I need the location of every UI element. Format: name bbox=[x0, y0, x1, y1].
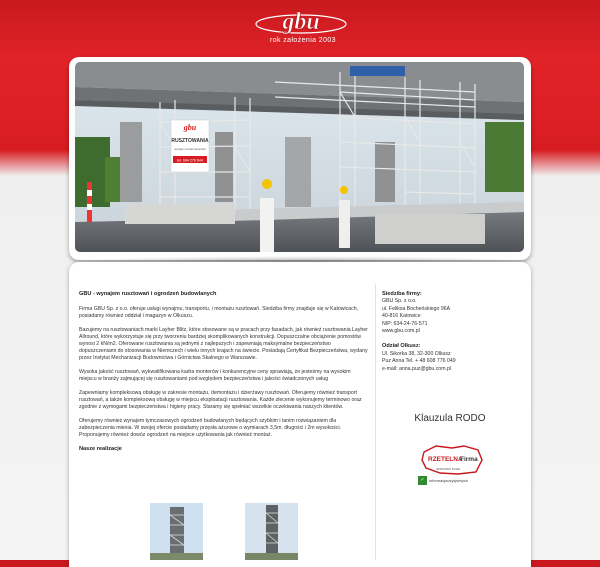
hq-heading: Siedziba firmy: bbox=[382, 291, 422, 297]
sign-phone: tel. 694 276 644 bbox=[177, 158, 203, 163]
badge-sub: SPRAWDŹ DANE bbox=[436, 467, 461, 471]
hq-block bbox=[382, 291, 522, 335]
hq-line: GBU Sp. z o.o. bbox=[382, 298, 417, 305]
tagline: rok założenia 2003 bbox=[270, 37, 336, 44]
fencing-paragraph: Oferujemy również wynajem tymczasowych ogrodzeń budowlanych będących szybkim i tanim rozwiązaniem dla zabezpieczenia mienia. W swojej ofercie posiadamy przęsła ażurowe o wymiarach 3,5m. długości i 2m wysokości. Proponujemy również dowóz ogrodzeń na miejsce użytkowania jak również montaż. bbox=[79, 418, 342, 438]
hq-line: ul. Feliksa Bocheńskiego 96A bbox=[382, 305, 451, 312]
branch-line: Puz Anna Tel. + 48 608 776 049 bbox=[382, 358, 456, 365]
sign-brand: gbu bbox=[183, 123, 197, 132]
scaffolding-photo bbox=[75, 62, 524, 252]
branch-heading: Odział Olkusz: bbox=[382, 343, 421, 350]
hq-line: NIP: 634-24-76-571 bbox=[382, 320, 428, 327]
branch-email-link[interactable]: e-mail: anna.puz@gbu.com.pl bbox=[382, 365, 451, 372]
branch-line: Ul. Sikorka 38, 32-300 Olkusz bbox=[382, 350, 451, 357]
hq-website-link[interactable]: www.gbu.com.pl bbox=[382, 328, 420, 335]
scaffold-tower-photo bbox=[150, 503, 203, 560]
badge-name: RZETELNA bbox=[428, 456, 463, 463]
realization-thumbnail[interactable] bbox=[245, 503, 298, 560]
sidebar bbox=[382, 291, 522, 381]
branch-block bbox=[382, 343, 522, 373]
info-icon: ✓ bbox=[418, 476, 427, 485]
service-paragraph: Zapewniamy kompleksową obsługę w zakresie montażu, demontażu i dzierżawy rusztowań. Oferujemy również transport rusztowań, a także kompleksową obsługę w miejscu eksploatacji rusztowania. Każde zlecenie wykonujemy terminowo oraz zgodnie z wymogami bezpieczeństwa i higieny pracy. Staramy się spełniać wszelkie oczekiwania naszych klientów. bbox=[79, 390, 362, 410]
badge-name2: Firma bbox=[460, 456, 478, 463]
sign-title: RUSZTOWANIA bbox=[171, 138, 209, 144]
badge-info: informacjaozytywnych bbox=[429, 478, 469, 483]
realizations-title: Nasze realizacje bbox=[79, 446, 122, 452]
scaffold-tower-photo bbox=[245, 503, 298, 560]
intro-paragraph: Firma GBU Sp. z o.o. oferuje usługi wynajmu, transportu, i montażu rusztowań. Siedziba firmy znajduje się w Katowicach, posiadamy również oddział i magazyn w Olkuszu. bbox=[79, 306, 359, 319]
hero-photo bbox=[75, 62, 524, 252]
column-divider bbox=[375, 284, 376, 560]
sign-line: wynajem montaż demontaż bbox=[174, 148, 206, 151]
layher-paragraph: Bazujemy na rusztowaniach marki Layher Blitz, które stosowane są w pracach przy fasadach, jak również rusztowania Layher Allround, które wykorzystuje się przy tworzeniu bardziej skomplikowanych konstrukcji. Dopuszczalne obciążenie pomostów wynosi 2 kN/m2. Oferowane rusztowania są jednymi z najlepszych i zapewniają maksymalne bezpieczeństwo dopuszczeniami do stosowania w Niemczech i wielu innych krajach na świecie. Posiadają Certyfikat Bezpieczeństwa, wydany przez Instytut Mechanizacji Budownictwa i Górnictwa Skalnego w Warszawie. bbox=[79, 327, 368, 361]
rodo-link[interactable]: Klauzula RODO bbox=[414, 413, 486, 424]
main-title: GBU - wynajem rusztowań i ogrodzeń budowlanych bbox=[79, 291, 217, 297]
site-header bbox=[0, 0, 600, 60]
quality-paragraph: Wysoka jakość rusztowań, wykwalifikowana kadra monterów i konkurencyjne ceny sprawiają, że jesteśmy na wysokim miejscu w branży zajmującej się rusztowaniami pod względem bezpieczeństwa i jakości świadczonych usług bbox=[79, 369, 351, 382]
gbu-logo[interactable] bbox=[255, 8, 347, 38]
rzetelna-firma-badge[interactable] bbox=[418, 444, 488, 488]
logo-text: gbu bbox=[282, 9, 320, 35]
main-column bbox=[79, 291, 369, 459]
realization-thumbnail[interactable] bbox=[150, 503, 203, 560]
hq-line: 40-816 Katowice bbox=[382, 313, 421, 320]
